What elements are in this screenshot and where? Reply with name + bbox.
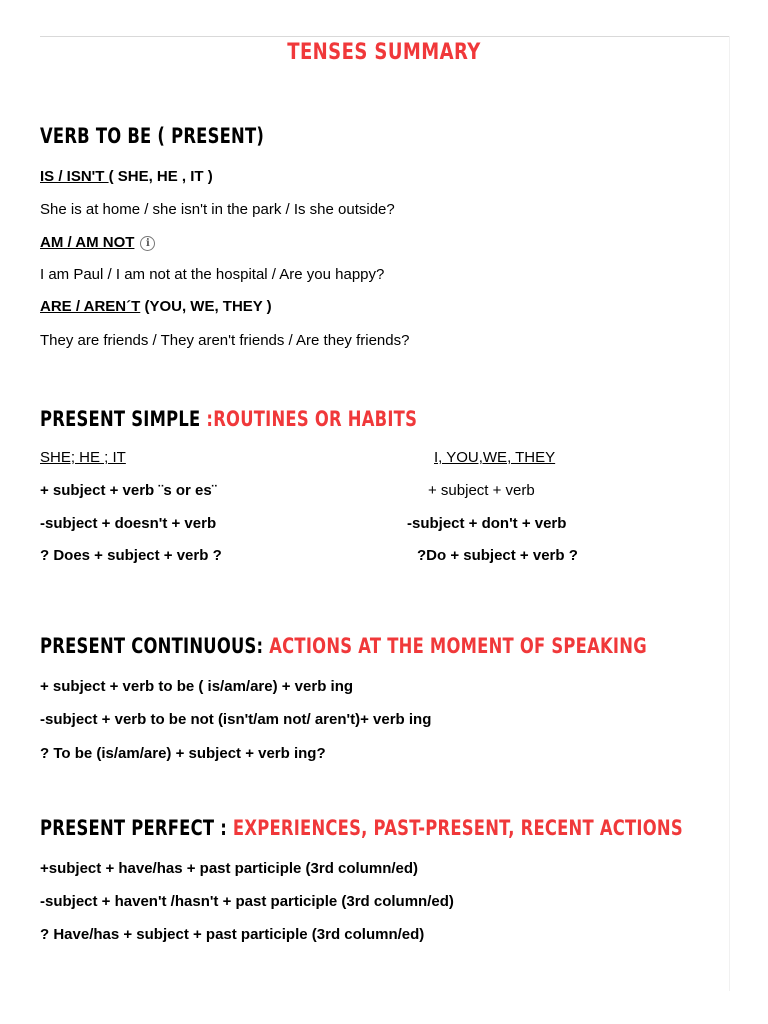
are-example: They are friends / They aren't friends / Are they friends? [40, 332, 410, 349]
simple-right-header: I, YOU,WE, THEY [434, 449, 556, 466]
heading-verb-to-be: VERB TO BE ( PRESENT) [40, 124, 265, 148]
info-icon[interactable]: i [140, 236, 155, 251]
continuous-affirmative: + subject + verb to be ( is/am/are) + verb ing [40, 678, 354, 695]
simple-left-header: SHE; HE ; IT [40, 449, 126, 466]
simple-left-affirmative: + subject + verb ¨s or es¨ [40, 482, 217, 499]
is-isnt-label: IS / ISN'T [40, 168, 109, 185]
continuous-negative: -subject + verb to be not (isn't/am not/ aren't)+ verb ing [40, 711, 432, 728]
am-line [40, 234, 155, 251]
perfect-negative: -subject + haven't /hasn't + past participle (3rd column/ed) [40, 893, 454, 910]
continuous-question: ? To be (is/am/are) + subject + verb ing? [40, 745, 326, 762]
are-people: (YOU, WE, THEY ) [140, 298, 272, 315]
am-example: I am Paul / I am not at the hospital / Are you happy? [40, 266, 385, 283]
heading-present-simple: PRESENT SIMPLE :ROUTINES OR HABITS [40, 407, 418, 431]
perfect-question: ? Have/has + subject + past participle (3rd column/ed) [40, 926, 425, 943]
perfect-affirmative: +subject + have/has + past participle (3rd column/ed) [40, 860, 419, 877]
heading-present-continuous: PRESENT CONTINUOUS: ACTIONS AT THE MOMENT OF SPEAKING [40, 634, 647, 658]
page-top-border [40, 36, 730, 37]
simple-right-question: ?Do + subject + verb ? [417, 547, 578, 564]
are-line [40, 298, 272, 315]
document-title: TENSES SUMMARY [287, 40, 481, 65]
am-label: AM / AM NOT [40, 234, 135, 251]
simple-right-negative: -subject + don't + verb [407, 515, 567, 532]
are-label: ARE / AREN´T [40, 298, 141, 315]
heading-present-perfect: PRESENT PERFECT : EXPERIENCES, PAST-PRESENT, RECENT ACTIONS [40, 816, 683, 840]
is-isnt-people: ( SHE, HE , IT ) [108, 168, 213, 185]
is-example: She is at home / she isn't in the park / Is she outside? [40, 201, 395, 218]
simple-left-question: ? Does + subject + verb ? [40, 547, 222, 564]
page-right-border [729, 36, 730, 991]
is-isnt-line [40, 168, 213, 185]
simple-left-negative: -subject + doesn't + verb [40, 515, 217, 532]
simple-right-affirmative: + subject + verb [428, 482, 535, 499]
